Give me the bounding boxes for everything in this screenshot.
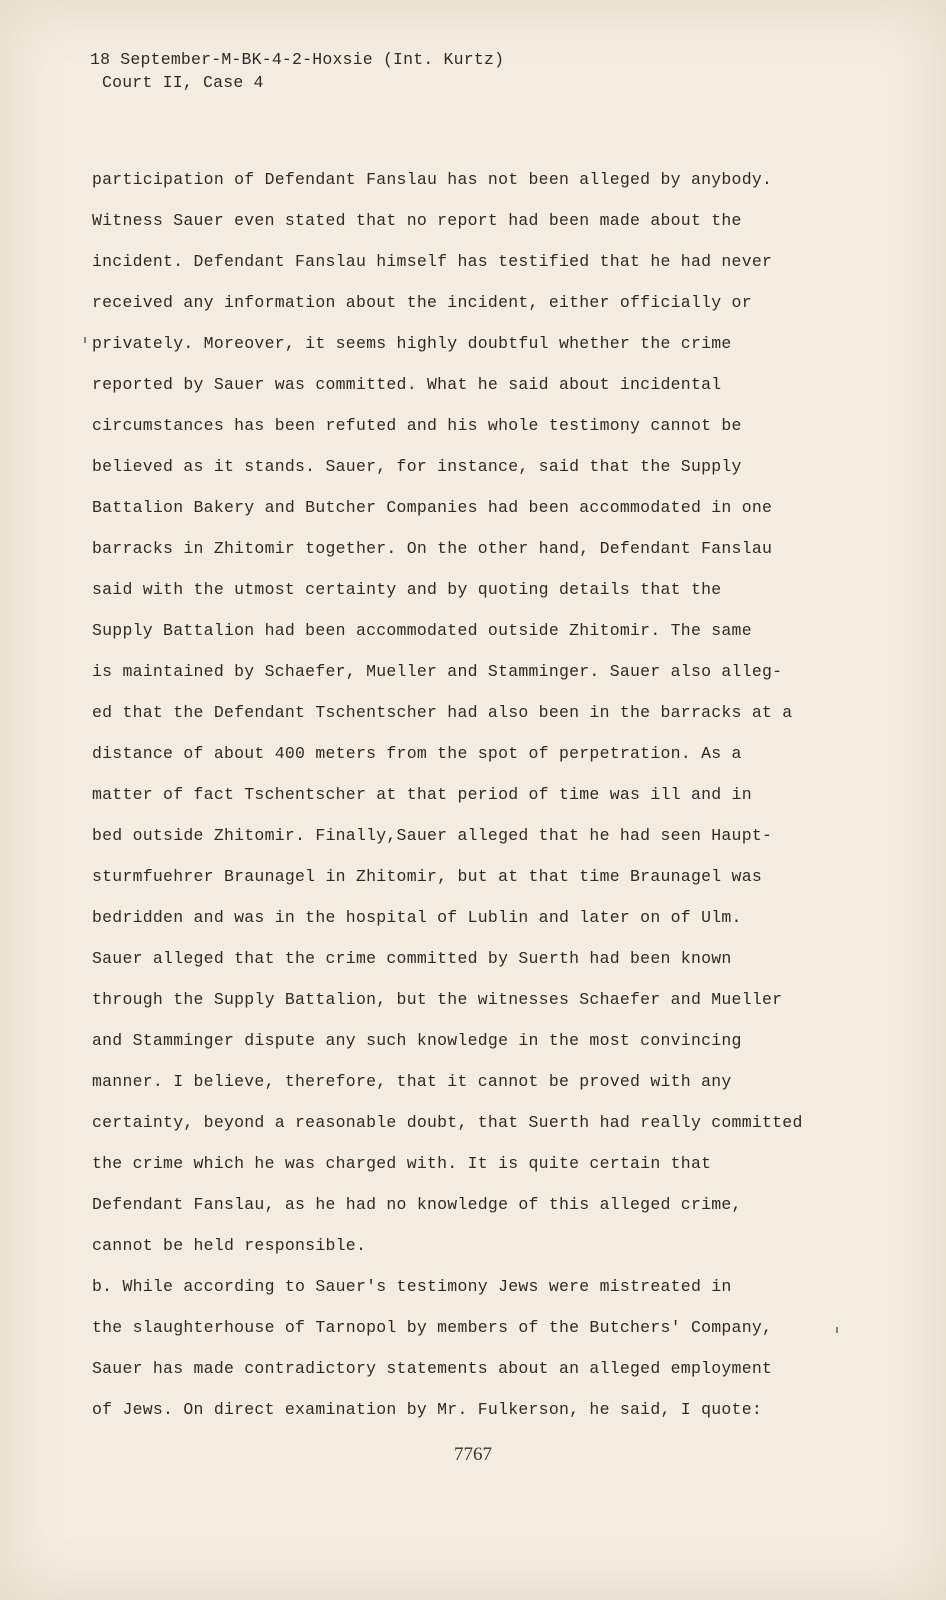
body-line: Sauer alleged that the crime committed by Suerth had been known (92, 949, 732, 968)
body-line: Battalion Bakery and Butcher Companies had been accommodated in one (92, 498, 773, 517)
body-line: Sauer has made contradictory statements about an alleged employment (92, 1359, 773, 1378)
body-line: the slaughterhouse of Tarnopol by members of the Butchers' Company, (92, 1318, 773, 1337)
body-line: bedridden and was in the hospital of Lublin and later on of Ulm. (92, 908, 742, 927)
body-line: reported by Sauer was committed. What he said about incidental (92, 375, 722, 394)
body-line: is maintained by Schaefer, Mueller and Stamminger. Sauer also alleg- (92, 662, 783, 681)
header-reference-line: 18 September-M-BK-4-2-Hoxsie (Int. Kurtz) (90, 50, 505, 69)
body-line: participation of Defendant Fanslau has not been alleged by anybody. (92, 170, 773, 189)
document-header (90, 48, 504, 94)
body-line: sturmfuehrer Braunagel in Zhitomir, but at that time Braunagel was (92, 867, 763, 886)
body-line: privately. Moreover, it seems highly doubtful whether the crime (92, 334, 732, 353)
body-line: bed outside Zhitomir. Finally,Sauer alleged that he had seen Haupt- (92, 826, 773, 845)
body-line: of Jews. On direct examination by Mr. Fulkerson, he said, I quote: (92, 1400, 763, 1419)
paper-speck (84, 337, 86, 343)
body-line: and Stamminger dispute any such knowledge in the most convincing (92, 1031, 742, 1050)
body-line: matter of fact Tschentscher at that period of time was ill and in (92, 785, 752, 804)
body-line: the crime which he was charged with. It is quite certain that (92, 1154, 712, 1173)
body-line: through the Supply Battalion, but the witnesses Schaefer and Mueller (92, 990, 783, 1009)
body-line: believed as it stands. Sauer, for instance, said that the Supply (92, 457, 742, 476)
body-line: received any information about the incident, either officially or (92, 293, 752, 312)
page-number: 7767 (454, 1444, 492, 1465)
body-line: ed that the Defendant Tschentscher had also been in the barracks at a (92, 703, 793, 722)
paper-speck (836, 1327, 838, 1333)
body-line: said with the utmost certainty and by quoting details that the (92, 580, 722, 599)
body-line: certainty, beyond a reasonable doubt, that Suerth had really committed (92, 1113, 803, 1132)
body-line: barracks in Zhitomir together. On the other hand, Defendant Fanslau (92, 539, 773, 558)
body-line: Defendant Fanslau, as he had no knowledge of this alleged crime, (92, 1195, 742, 1214)
body-line: distance of about 400 meters from the spot of perpetration. As a (92, 744, 742, 763)
body-line: Witness Sauer even stated that no report had been made about the (92, 211, 742, 230)
body-line: incident. Defendant Fanslau himself has testified that he had never (92, 252, 773, 271)
body-line: b. While according to Sauer's testimony Jews were mistreated in (92, 1277, 732, 1296)
body-line: circumstances has been refuted and his whole testimony cannot be (92, 416, 742, 435)
body-line: Supply Battalion had been accommodated outside Zhitomir. The same (92, 621, 752, 640)
body-line: cannot be held responsible. (92, 1236, 367, 1255)
body-line: manner. I believe, therefore, that it cannot be proved with any (92, 1072, 732, 1091)
header-court-line: Court II, Case 4 (102, 73, 264, 92)
